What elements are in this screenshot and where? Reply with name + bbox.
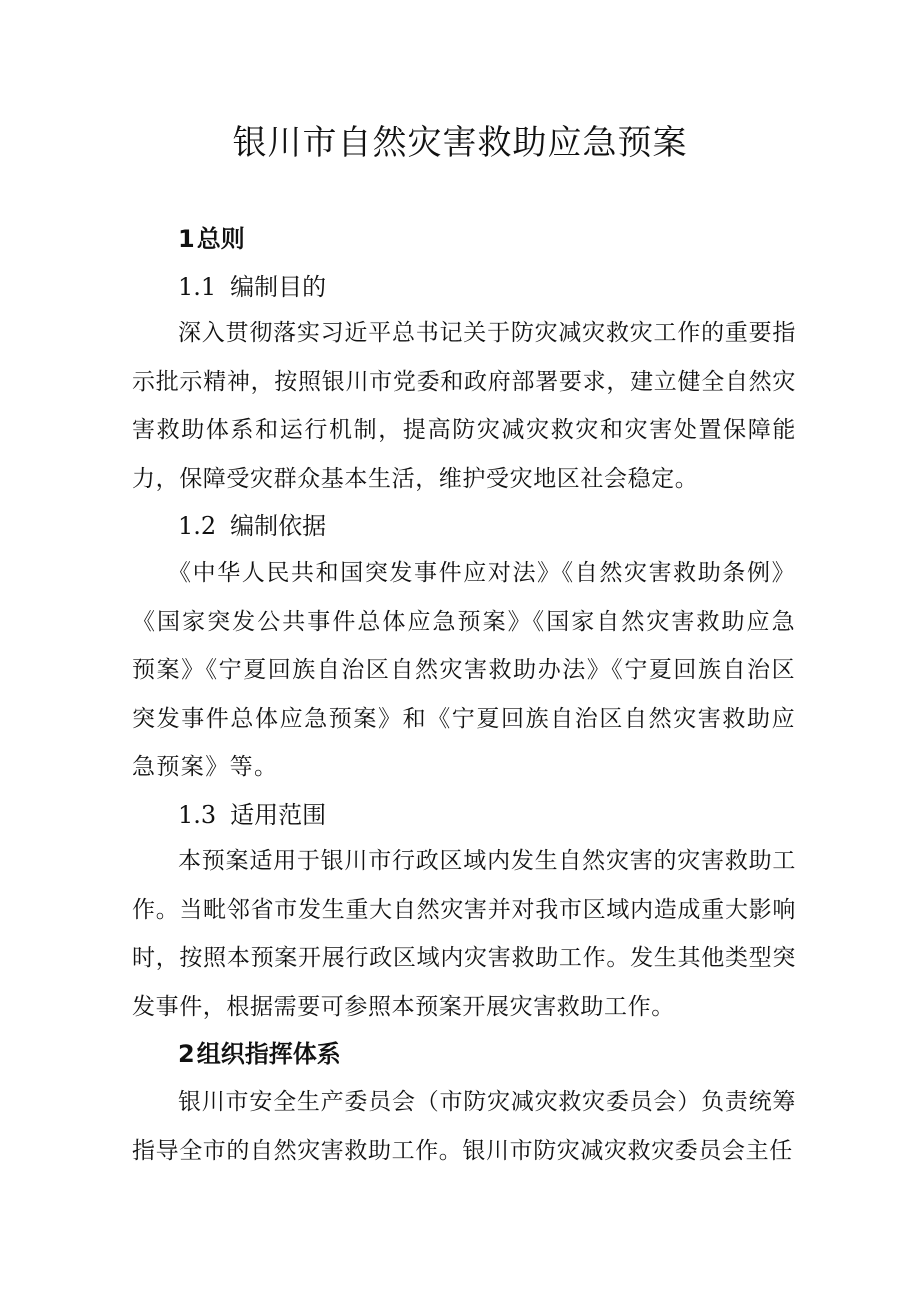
- section-heading-1: [178, 221, 245, 257]
- paragraph-scope: 本预案适用于银川市行政区域内发生自然灾害的灾害救助工作。当毗邻省市发生重大自然灾害并对我市区域内造成重大影响时，按照本预案开展行政区域内灾害救助工作。发生其他类型突发事件，根据需要可参照本预案开展灾害救助工作。: [132, 848, 796, 1020]
- paragraph-basis: 《中华人民共和国突发事件应对法》《自然灾害救助条例》《国家突发公共事件总体应急预案》《国家自然灾害救助应急预案》《宁夏回族自治区自然灾害救助办法》《宁夏回族自治区突发事件总体应急预案》和《宁夏回族自治区自然灾害救助应急预案》等。: [132, 560, 796, 780]
- section-heading-2: [178, 1036, 341, 1072]
- section-number: 1.2: [178, 512, 217, 540]
- section-label: 编制目的: [230, 273, 327, 301]
- section-number: 1: [178, 225, 195, 253]
- section-heading-1-3: [178, 797, 326, 833]
- section-number: 1.1: [178, 273, 217, 301]
- document-title: 银川市自然灾害救助应急预案: [232, 123, 688, 163]
- section-label: 适用范围: [230, 801, 327, 829]
- section-label: 组织指挥体系: [196, 1040, 341, 1068]
- section-heading-1-2: [178, 508, 326, 544]
- section-number: 1.3: [178, 801, 217, 829]
- section-label: 总则: [196, 225, 245, 253]
- paragraph-organization: 银川市安全生产委员会（市防灾减灾救灾委员会）负责统筹指导全市的自然灾害救助工作。银川市防灾减灾救灾委员会主任: [132, 1089, 796, 1164]
- section-number: 2: [178, 1040, 195, 1068]
- paragraph-purpose: 深入贯彻落实习近平总书记关于防灾减灾救灾工作的重要指示批示精神，按照银川市党委和政府部署要求，建立健全自然灾害救助体系和运行机制，提高防灾减灾救灾和灾害处置保障能力，保障受灾群众基本生活，维护受灾地区社会稳定。: [132, 320, 796, 492]
- section-heading-1-1: [178, 269, 326, 305]
- section-label: 编制依据: [230, 512, 327, 540]
